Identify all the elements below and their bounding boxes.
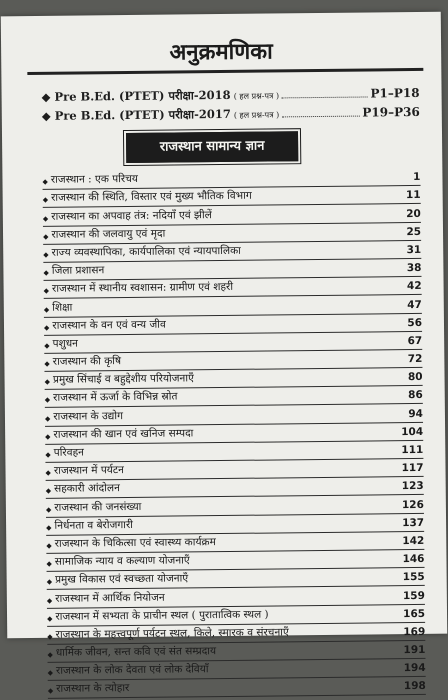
page-number: 56: [407, 316, 423, 329]
page-number: 126: [401, 498, 424, 511]
bullet-icon: ◆: [45, 505, 52, 514]
contents-label: राजस्थान के उद्योग: [53, 409, 124, 423]
bullet-icon: ◆: [42, 196, 49, 205]
contents-label: राजस्थान की खान एवं खनिज सम्पदा: [53, 427, 194, 441]
page-number: 137: [402, 516, 425, 529]
page-number: 47: [407, 298, 422, 311]
paper-note: ( हल प्रश्न-पत्र ): [233, 91, 280, 101]
bullet-icon: ◆: [47, 687, 54, 696]
bullet-icon: ◆: [44, 396, 51, 405]
bullet-icon: ◆: [46, 578, 53, 587]
bullet-icon: ◆: [47, 669, 54, 678]
page-number: 169: [403, 625, 426, 639]
contents-label: राजस्थान के लोक देवता एवं लोक देवियाँ: [55, 663, 209, 678]
page-number: 80: [407, 371, 423, 384]
page-number: 123: [401, 480, 424, 493]
contents-label: राजस्थान में सभ्यता के प्राचीन स्थल ( पुरातात्विक स्थल ): [55, 608, 269, 623]
contents-label: राजस्थान में आर्थिक नियोजन: [55, 591, 165, 605]
contents-label: राजस्थान की जलवायु एवं मृदा: [51, 227, 166, 241]
contents-label: राजस्थान के त्योहार: [56, 682, 130, 696]
page-number: 42: [406, 280, 422, 293]
contents-label: राजस्थान में पर्यटन: [53, 464, 125, 477]
page-number: 25: [406, 225, 422, 238]
page-number: 191: [403, 643, 426, 657]
contents-row: [48, 677, 426, 699]
bullet-icon: ◆: [42, 178, 48, 187]
contents-label: राजस्थान के चिकित्सा एवं स्वास्थ्य कार्यक्रम: [54, 536, 216, 550]
bullet-icon: ◆: [46, 559, 52, 568]
bullet-icon: ◆: [41, 108, 51, 123]
leader-dots: [282, 87, 368, 98]
page-number: 67: [407, 334, 423, 347]
page-number: 38: [406, 262, 422, 275]
paper-pages: P19–P36: [362, 104, 420, 120]
page-number: 165: [403, 607, 426, 620]
contents-label: राजस्थान की कृषि: [52, 355, 122, 368]
bullet-icon: ◆: [47, 614, 53, 623]
bullet-icon: ◆: [44, 359, 50, 368]
contents-label: पशुधन: [52, 337, 79, 350]
contents-label: राजस्थान में ऊर्जा के विभिन्न स्रोत: [53, 390, 178, 405]
contents-label: राजस्थान की स्थिति, विस्तार एवं मुख्य भौतिक विभाग: [50, 190, 252, 205]
bullet-icon: ◆: [47, 632, 53, 641]
contents-label: राज्य व्यवस्थापिका, कार्यपालिका एवं न्यायपालिका: [51, 244, 241, 259]
leader-dots: [282, 107, 359, 118]
bullet-icon: ◆: [43, 305, 50, 314]
page-number: 111: [401, 443, 424, 457]
bullet-icon: ◆: [43, 250, 49, 259]
index-page: [1, 12, 447, 696]
title-divider: [27, 68, 423, 75]
bullet-icon: ◆: [45, 432, 51, 441]
contents-label: प्रमुख विकास एवं स्वच्छता योजनाएँ: [54, 572, 189, 587]
contents-label: राजस्थान के वन एवं वन्य जीव: [52, 318, 166, 332]
contents-label: धार्मिक जीवन, सन्त कवि एवं संत सम्प्रदाय: [55, 645, 217, 659]
page-number: 146: [402, 553, 425, 566]
bullet-icon: ◆: [47, 650, 53, 659]
contents-label: शिक्षा: [52, 301, 73, 314]
contents-label: राजस्थान के महत्त्वपूर्ण पर्यटन स्थल, किले, स्मारक व संरचनाएँ: [55, 626, 289, 641]
bullet-icon: ◆: [43, 323, 50, 332]
bullet-icon: ◆: [46, 541, 52, 550]
bullet-icon: ◆: [45, 450, 51, 459]
contents-label: परिवहन: [53, 446, 85, 459]
page-number: 198: [403, 680, 426, 693]
section-heading: राजस्थान सामान्य ज्ञान: [126, 131, 298, 163]
contents-label: जिला प्रशासन: [51, 264, 105, 277]
page-number: 31: [406, 243, 422, 257]
contents-label: राजस्थान में स्थानीय स्वशासन: ग्रामीण एवं शहरी: [51, 281, 234, 296]
bullet-icon: ◆: [46, 523, 52, 532]
page-number: 159: [402, 589, 425, 602]
bullet-icon: ◆: [45, 469, 51, 478]
bullet-icon: ◆: [43, 232, 49, 241]
contents-label: राजस्थान का अपवाह तंत्र: नदियाँ एवं झीलें: [51, 208, 212, 223]
contents-label: प्रमुख सिंचाई व बहुद्देशीय परियोजनाएँ: [52, 372, 194, 387]
contents-label: निर्धनता व बेरोजगारी: [54, 518, 134, 532]
page-number: 142: [402, 534, 425, 548]
page-number: 11: [405, 189, 421, 202]
paper-name: Pre B.Ed. (PTET) परीक्षा-2018: [54, 87, 231, 104]
page-number: 72: [407, 352, 423, 366]
bullet-icon: ◆: [44, 414, 51, 423]
contents-label: राजस्थान : एक परिचय: [50, 173, 139, 186]
page-number: 1: [413, 171, 421, 184]
paper-name: Pre B.Ed. (PTET) परीक्षा-2017: [54, 106, 231, 123]
bullet-icon: ◆: [45, 487, 52, 496]
previous-paper-entry: [42, 105, 420, 127]
bullet-icon: ◆: [41, 89, 51, 104]
bullet-icon: ◆: [44, 341, 50, 350]
page-number: 104: [401, 425, 424, 438]
page-number: 155: [402, 571, 425, 584]
page-number: 94: [408, 407, 424, 420]
page-number: 194: [403, 662, 426, 675]
contents-list: [42, 168, 426, 699]
bullet-icon: ◆: [46, 596, 53, 605]
contents-label: सहकारी आंदोलन: [54, 482, 120, 496]
bullet-icon: ◆: [42, 214, 49, 223]
paper-note: ( हल प्रश्न-पत्र ): [233, 110, 280, 120]
page-number: 117: [401, 462, 424, 475]
paper-pages: P1–P18: [370, 85, 420, 101]
contents-label: राजस्थान की जनसंख्या: [54, 500, 142, 514]
bullet-icon: ◆: [44, 378, 51, 387]
page-title: अनुक्रमणिका: [169, 38, 273, 66]
page-number: 86: [408, 389, 423, 402]
contents-label: सामाजिक न्याय व कल्याण योजनाएँ: [54, 554, 190, 568]
bullet-icon: ◆: [43, 268, 49, 278]
page-number: 20: [406, 207, 421, 220]
bullet-icon: ◆: [43, 287, 50, 296]
